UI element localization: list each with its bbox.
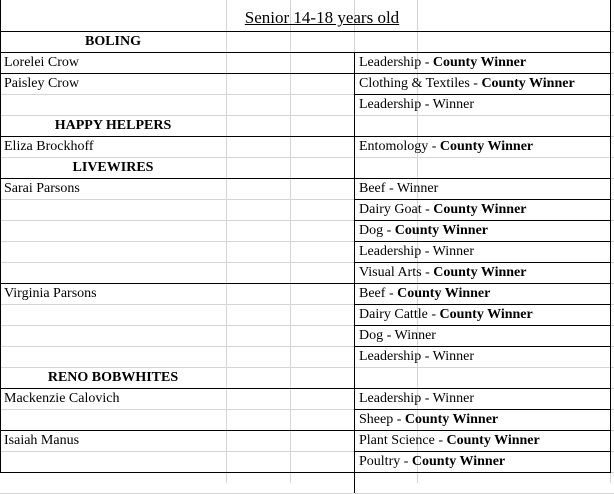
award-separator: - bbox=[385, 286, 398, 301]
award-result: County Winner bbox=[439, 139, 534, 154]
award-result: County Winner bbox=[397, 286, 491, 301]
award-cell[interactable] bbox=[359, 346, 609, 367]
award-result: County Winner bbox=[433, 265, 527, 280]
member-name[interactable]: Lorelei Crow bbox=[4, 55, 80, 70]
club-name[interactable]: LIVEWIRES bbox=[72, 160, 154, 175]
award-category: Beef bbox=[359, 181, 386, 196]
award-separator: - bbox=[421, 55, 433, 70]
award-cell[interactable] bbox=[359, 388, 609, 409]
award-separator: - bbox=[400, 454, 412, 469]
award-cell[interactable] bbox=[359, 325, 609, 346]
award-result: County Winner bbox=[404, 412, 499, 427]
award-category: Leadership bbox=[359, 55, 422, 70]
award-category: Leadership bbox=[359, 349, 422, 364]
award-cell[interactable] bbox=[359, 262, 609, 283]
award-category: Entomology bbox=[359, 139, 429, 154]
award-result: Winner bbox=[432, 244, 475, 259]
award-cell[interactable] bbox=[359, 220, 609, 241]
award-result: County Winner bbox=[411, 454, 506, 469]
award-result: County Winner bbox=[433, 202, 527, 217]
award-separator: - bbox=[383, 328, 395, 343]
member-name[interactable]: Mackenzie Calovich bbox=[4, 391, 120, 406]
right-border bbox=[610, 0, 611, 473]
member-name[interactable]: Isaiah Manus bbox=[4, 433, 80, 448]
award-category: Sheep bbox=[359, 412, 394, 427]
award-category: Beef bbox=[359, 286, 386, 301]
award-category: Leadership bbox=[359, 97, 422, 112]
award-cell[interactable] bbox=[359, 136, 609, 157]
award-cell[interactable] bbox=[359, 199, 609, 220]
award-result: Winner bbox=[394, 328, 436, 343]
award-result: Winner bbox=[432, 97, 475, 112]
award-category: Plant Science bbox=[359, 433, 435, 448]
award-cell[interactable] bbox=[359, 304, 609, 325]
award-cell[interactable] bbox=[359, 178, 609, 199]
award-category: Poultry bbox=[359, 454, 401, 469]
award-cell[interactable] bbox=[359, 241, 609, 262]
award-separator: - bbox=[385, 181, 397, 196]
award-separator: - bbox=[393, 412, 405, 427]
award-category: Leadership bbox=[359, 244, 422, 259]
award-category: Leadership bbox=[359, 391, 422, 406]
award-result: County Winner bbox=[439, 307, 533, 322]
award-separator: - bbox=[421, 265, 434, 280]
award-category: Dairy Goat bbox=[359, 202, 422, 217]
award-separator: - bbox=[469, 76, 482, 91]
award-separator: - bbox=[421, 244, 433, 259]
award-separator: - bbox=[421, 97, 433, 112]
award-category: Visual Arts bbox=[359, 265, 422, 280]
award-cell[interactable] bbox=[359, 283, 609, 304]
sheet-title[interactable]: Senior 14-18 years old bbox=[244, 8, 400, 27]
award-separator: - bbox=[421, 391, 433, 406]
award-cell[interactable] bbox=[359, 451, 609, 472]
award-category: Dog bbox=[359, 223, 384, 238]
award-result: County Winner bbox=[394, 223, 489, 238]
award-separator: - bbox=[427, 307, 440, 322]
member-name[interactable]: Virginia Parsons bbox=[4, 286, 97, 301]
award-result: County Winner bbox=[481, 76, 575, 91]
award-cell[interactable] bbox=[359, 52, 609, 73]
award-result: Winner bbox=[396, 181, 439, 196]
award-separator: - bbox=[428, 139, 440, 154]
award-cell[interactable] bbox=[359, 430, 609, 451]
club-name[interactable]: RENO BOBWHITES bbox=[47, 370, 179, 385]
award-result: Winner bbox=[432, 391, 475, 406]
award-left-border bbox=[354, 52, 355, 493]
award-category: Dairy Cattle bbox=[359, 307, 428, 322]
club-name[interactable]: BOLING bbox=[84, 34, 141, 49]
award-cell[interactable] bbox=[359, 73, 609, 94]
member-name[interactable]: Sarai Parsons bbox=[4, 181, 80, 196]
club-name[interactable]: HAPPY HELPERS bbox=[54, 118, 172, 133]
left-border bbox=[0, 0, 1, 473]
award-cell[interactable] bbox=[359, 409, 609, 430]
award-result: Winner bbox=[432, 349, 475, 364]
award-separator: - bbox=[421, 202, 434, 217]
award-cell[interactable] bbox=[359, 94, 609, 115]
award-category: Clothing & Textiles bbox=[359, 76, 470, 91]
award-separator: - bbox=[434, 433, 447, 448]
award-separator: - bbox=[421, 349, 433, 364]
award-category: Dog bbox=[359, 328, 384, 343]
award-separator: - bbox=[383, 223, 395, 238]
member-name[interactable]: Eliza Brockhoff bbox=[4, 139, 94, 154]
member-name[interactable]: Paisley Crow bbox=[4, 76, 80, 91]
award-result: County Winner bbox=[432, 55, 527, 70]
sheet-bottom-border bbox=[0, 472, 611, 473]
award-result: County Winner bbox=[446, 433, 540, 448]
